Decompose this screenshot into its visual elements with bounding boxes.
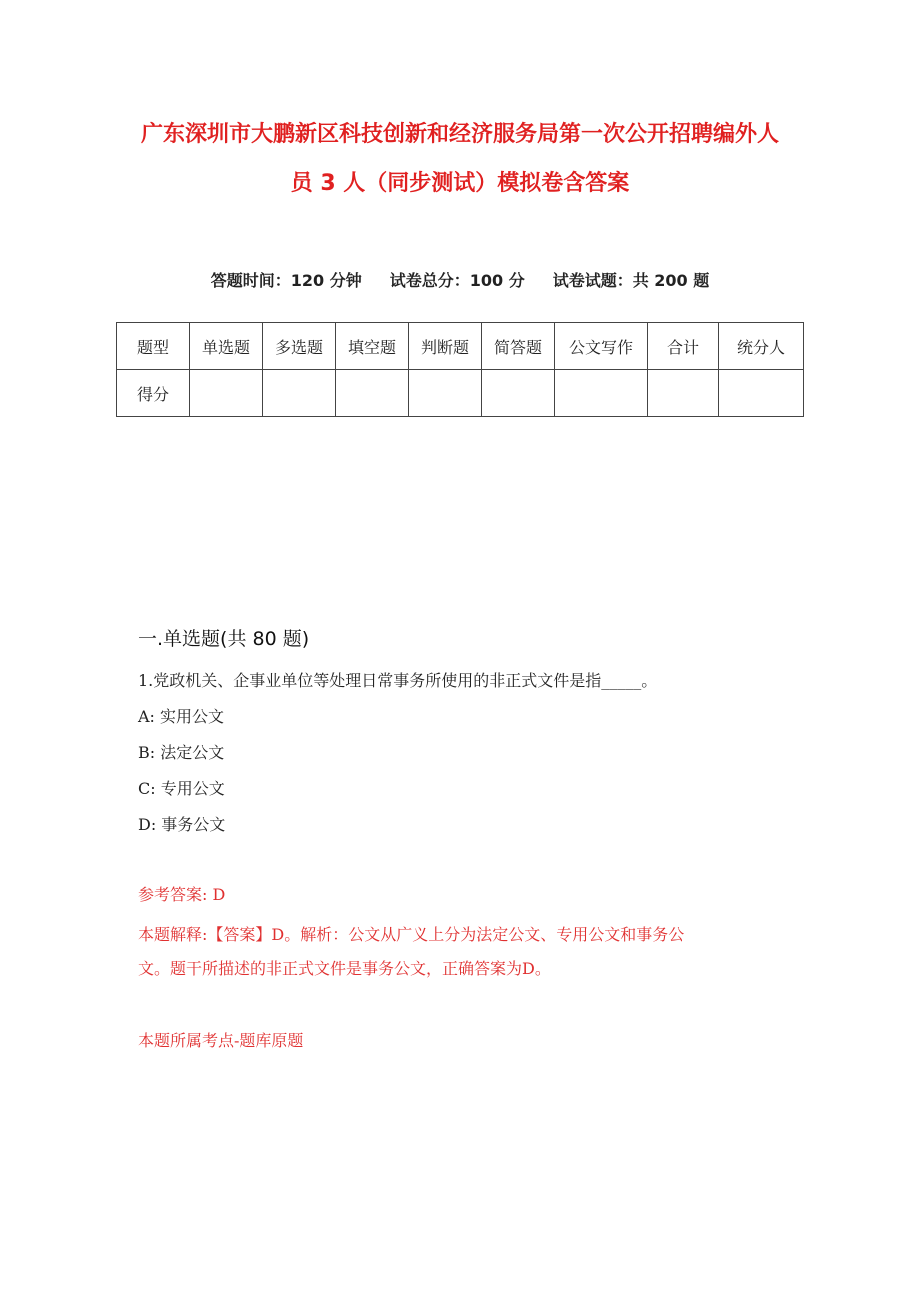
score-cell[interactable] xyxy=(555,370,648,417)
score-header-cell: 判断题 xyxy=(409,323,482,370)
section-title: 一.单选题(共 80 题) xyxy=(138,628,310,650)
question-stem: 1.党政机关、企事业单位等处理日常事务所使用的非正式文件是指_____。 xyxy=(138,671,658,690)
option-a: A: 实用公文 xyxy=(138,707,225,726)
score-header-cell: 多选题 xyxy=(263,323,336,370)
score-header-cell: 题型 xyxy=(117,323,190,370)
option-b: B: 法定公文 xyxy=(138,743,225,762)
score-header-cell: 公文写作 xyxy=(555,323,648,370)
score-cell[interactable] xyxy=(336,370,409,417)
score-cell[interactable] xyxy=(719,370,804,417)
score-header-cell: 单选题 xyxy=(190,323,263,370)
document-title-line-2: 员 3 人（同步测试）模拟卷含答案 xyxy=(290,171,630,196)
score-cell[interactable] xyxy=(263,370,336,417)
option-c: C: 专用公文 xyxy=(138,779,225,798)
explanation-line-1: 本题解释:【答案】D。解析：公文从广义上分为法定公文、专用公文和事务公 xyxy=(138,925,685,944)
score-header-cell: 填空题 xyxy=(336,323,409,370)
score-cell[interactable] xyxy=(190,370,263,417)
score-header-cell: 合计 xyxy=(648,323,719,370)
exam-meta xyxy=(0,268,920,291)
exam-time: 答题时间：120 分钟 xyxy=(210,271,362,290)
exam-question-count: 试卷试题：共 200 题 xyxy=(552,271,710,290)
explanation-line-2: 文。题干所描述的非正式文件是事务公文，正确答案为D。 xyxy=(138,959,551,978)
score-cell[interactable] xyxy=(482,370,555,417)
score-cell[interactable] xyxy=(409,370,482,417)
score-header-cell: 简答题 xyxy=(482,323,555,370)
answer: 参考答案: D xyxy=(138,885,226,904)
document-title-line-1: 广东深圳市大鹏新区科技创新和经济服务局第一次公开招聘编外人 xyxy=(140,122,779,147)
score-table xyxy=(116,322,804,417)
score-table-header-row xyxy=(117,323,804,370)
score-row-label: 得分 xyxy=(117,370,190,417)
score-table-score-row xyxy=(117,370,804,417)
score-cell[interactable] xyxy=(648,370,719,417)
question-source: 本题所属考点-题库原题 xyxy=(138,1031,304,1050)
option-d: D: 事务公文 xyxy=(138,815,226,834)
score-header-cell: 统分人 xyxy=(719,323,804,370)
exam-total-score: 试卷总分：100 分 xyxy=(389,271,525,290)
